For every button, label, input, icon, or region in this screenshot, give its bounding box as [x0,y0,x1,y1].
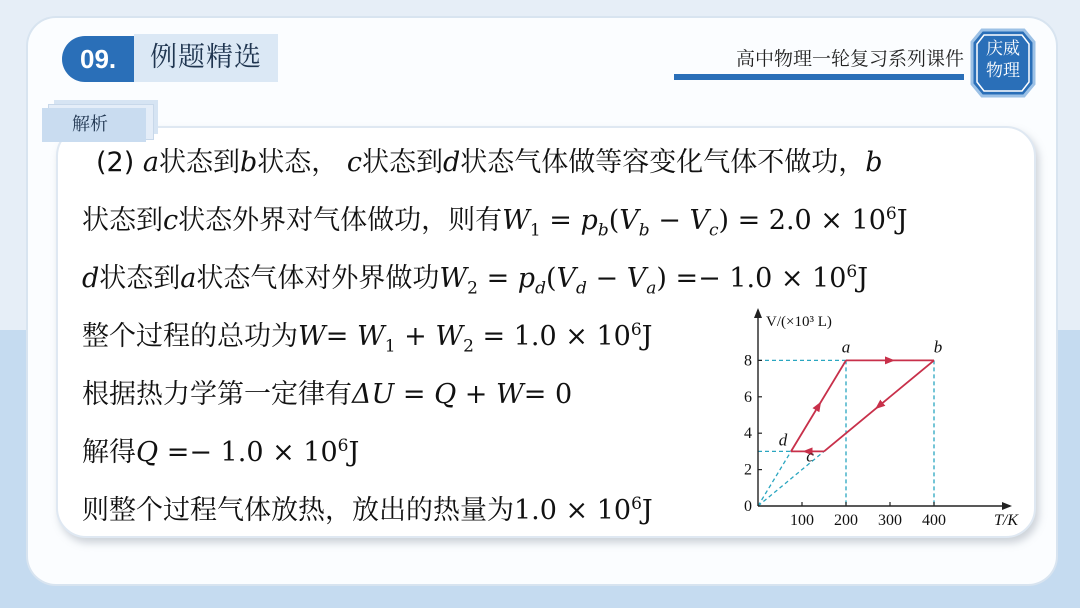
text: 状态到 [361,147,443,178]
text: 整个过程的总功为 [82,321,298,352]
text: 状态到 [82,205,163,236]
text: 状态气体对外界做功 [196,263,440,294]
solution-line-1 [96,140,883,179]
work-symbol: W [502,205,530,236]
plus: + [395,321,436,352]
paren: ( [545,263,557,294]
state-a: a [142,147,159,178]
delta-u: ΔU [352,379,395,410]
equals: = [394,379,435,410]
guide-origin-c [758,451,824,506]
state-d: d [82,263,100,294]
volume-symbol: V [689,205,709,236]
axes [758,310,1010,506]
volume-symbol: V [556,263,577,294]
solution-line-3 [82,256,868,298]
subscript: 1 [384,336,396,357]
point-label-a: a [841,337,851,357]
solution-line-7 [82,488,653,527]
work-symbol: W [356,321,385,352]
cycle-segment-da [791,406,819,452]
logo-line-2: 物理 [986,61,1020,81]
logo-badge [970,28,1036,98]
y-axis-label: V/(×10³ L) [766,314,832,330]
series-underline [674,74,964,80]
volume-symbol: V [619,205,639,236]
state-b: b [865,147,883,178]
equals: = [325,321,357,352]
x-tick-label: 300 [878,512,902,529]
equals: = [478,263,518,294]
unit: J [857,263,869,294]
equals: = [540,205,581,236]
y-tick-label: 8 [744,352,752,370]
state-d: d [442,147,461,178]
solution-tag [42,100,158,144]
cycle-segment-bc [879,360,934,406]
series-title: 高中物理一轮复习系列课件 [735,48,964,70]
text: 状态到 [99,263,181,294]
point-label-b: b [933,337,943,357]
x-axis-label: T/K [993,512,1019,529]
pressure-symbol: p [580,205,598,236]
work-symbol: W [439,263,468,294]
paren: ( [608,205,620,236]
state-c: c [346,147,362,178]
result: = 0 [523,379,573,410]
text: 解得 [82,437,136,468]
subscript: d [535,278,546,299]
exponent: 6 [885,204,897,224]
point-label-d: d [778,430,788,450]
part-label: (2) [96,147,135,178]
result: 1.0 × 10 [514,495,632,526]
minus: − [649,205,690,236]
section-title: 例题精选 [134,34,278,82]
logo-line-1: 庆威 [986,39,1020,59]
solution-line-6 [82,430,359,469]
cycle-segment-da-end [819,360,847,406]
result: =− 1.0 × 10 [158,437,338,468]
work-symbol: W [496,379,524,410]
text: 则整个过程气体放热，放出的热量为 [82,495,514,526]
origin-label: 0 [744,498,752,515]
state-b: b [239,147,258,178]
exponent: 6 [630,320,642,340]
subscript: a [646,278,657,299]
unit: J [641,495,653,526]
subscript: b [597,220,609,241]
text: 根据热力学第一定律有 [82,379,352,410]
subscript: d [576,278,587,299]
subscript: b [638,220,650,241]
vt-chart [740,306,1036,534]
minus: − [586,263,627,294]
solution-line-5 [82,372,572,411]
result: = 1.0 × 10 [473,321,631,352]
heat-symbol: Q [434,379,457,410]
text: 状态， [257,147,339,178]
section-number: 09. [62,36,134,82]
y-tick-label: 2 [744,461,752,479]
cycle-segment-bc-end [824,406,879,452]
volume-symbol: V [626,263,647,294]
unit: J [348,437,360,468]
solution-line-4 [82,314,653,356]
pressure-symbol: p [517,263,536,294]
subscript: 1 [529,220,541,241]
text: 状态气体做等容变化气体不做功， [460,147,866,178]
exponent: 6 [337,436,349,456]
unit: J [641,321,653,352]
y-tick-label: 4 [744,425,752,443]
heat-symbol: Q [136,437,159,468]
solution-line-2 [82,198,908,240]
x-tick-label: 200 [834,512,858,529]
state-c: c [163,205,179,236]
result: ) =− 1.0 × 10 [656,263,847,294]
state-a: a [180,263,197,294]
text: 状态外界对气体做功，则有 [178,205,503,236]
x-tick-label: 100 [790,512,814,529]
chart-labels [744,314,1019,529]
unit: J [896,205,908,236]
work-symbol: W [435,321,464,352]
subscript: c [708,220,719,241]
text: 状态到 [158,147,240,178]
exponent: 6 [631,494,642,514]
subscript: 2 [463,336,474,357]
point-label-c: c [806,446,814,466]
exponent: 6 [846,262,858,282]
tag-label: 解析 [42,108,146,142]
subscript: 2 [467,278,478,299]
work-symbol: W [298,321,326,352]
cycle-path [791,360,934,451]
y-tick-label: 6 [744,388,752,406]
result: ) = 2.0 × 10 [718,205,886,236]
x-tick-label: 400 [922,512,946,529]
plus: + [456,379,496,410]
